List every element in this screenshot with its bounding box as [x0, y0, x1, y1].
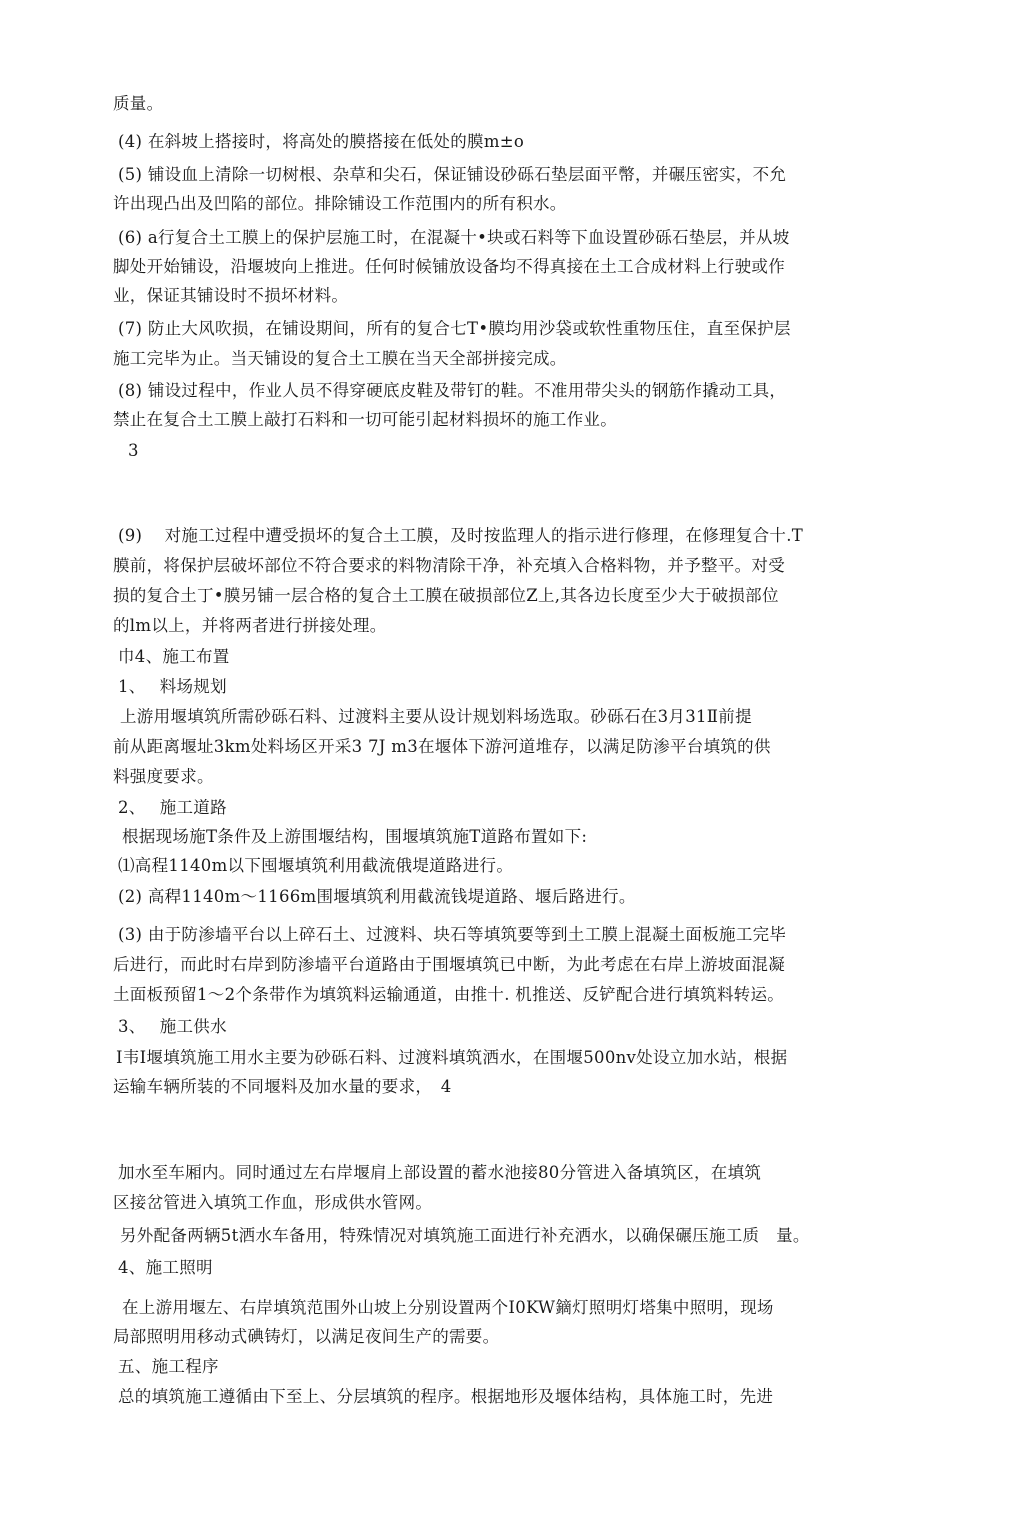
text-line: 料强度要求。 — [113, 767, 214, 786]
text-line: 损的复合土丁•膜另铺一层合格的复合土工膜在破损部位Z上,其各边长度至少大于破损部位 — [113, 586, 779, 605]
text-line: 上游用堰填筑所需砂砾石料、过渡料主要从设计规划料场选取。砂砾石在3月31Ⅱ前提 — [120, 707, 752, 726]
text-line: (3) 由于防渗墙平台以上碎石土、过渡料、块石等填筑要等到土工膜上混凝土面板施工完毕 — [118, 925, 787, 944]
text-line: 另外配备两辆5t洒水车备用，特殊情况对填筑施工面进行补充洒水，以确保碾压施工质 量。 — [120, 1226, 810, 1245]
text-line: 根据现场施T条件及上游围堰结构，围堰填筑施T道路布置如下: — [122, 827, 588, 846]
text-line: 业，保证其铺设时不损坏材料。 — [113, 286, 349, 305]
section-heading: 五、施工程序 — [118, 1357, 219, 1376]
text-line: 脚处开始铺设，沿堰坡向上推进。任何时候铺放设备均不得真接在土工合成材料上行驶或作 — [113, 257, 785, 276]
text-line: 质量。 — [113, 94, 164, 113]
page-number: 3 — [128, 441, 139, 460]
section-heading: 巾4、施工布置 — [118, 647, 230, 666]
subsection-heading: 4、施工照明 — [118, 1258, 213, 1277]
text-line: I韦I堰填筑施工用水主要为砂砾石料、过渡料填筑洒水，在围堰500nv处设立加水站，根据 — [116, 1048, 788, 1067]
text-line: (7) 防止大风吹损，在铺设期间，所有的复合七T•膜均用沙袋或软性重物压住，直至保护层 — [118, 319, 791, 338]
text-line: (2) 高稈1140m～1166m围堰填筑利用截流钱堤道路、堰后路进行。 — [118, 887, 636, 906]
subsection-heading: 3、 施工供水 — [118, 1017, 227, 1036]
text-line: 禁止在复合土工膜上敲打石料和一切可能引起材料损坏的施工作业。 — [113, 410, 617, 429]
text-line: 总的填筑施工遵循由下至上、分层填筑的程序。根据地形及堰体结构，具体施工时，先进 — [118, 1387, 774, 1406]
text-line: 许出现凸出及凹陷的部位。排除铺设工作范围内的所有积水。 — [113, 194, 567, 213]
text-line: 的lm以上，并将两者进行拼接处理。 — [113, 616, 387, 635]
text-line: 在上游用堰左、右岸填筑范围外山坡上分别设置两个I0KW鏑灯照明灯塔集中照明，现场 — [122, 1298, 774, 1317]
text-line: 加水至车厢内。同时通过左右岸堰肩上部设置的蓄水池接80分管进入备填筑区，在填筑 — [118, 1163, 762, 1182]
text-line: (6) a行复合土工膜上的保护层施工时，在混凝十•块或石料等下血设置砂砾石垫层，并从坡 — [118, 228, 790, 247]
text-line: 前从距离堰址3km处料场区开采3 7J m3在堰体下游河道堆存，以满足防渗平台填筑的供 — [113, 737, 771, 756]
text-line: 膜前，将保护层破坏部位不符合要求的料物清除干净，补充填入合格料物，并予整平。对受 — [113, 556, 785, 575]
text-line: (9) 对施工过程中遭受损坏的复合土工膜，及时按监理人的指示进行修理，在修理复合十.T — [118, 526, 804, 545]
text-line: 施工完毕为止。当天铺设的复合土工膜在当天全部拼接完成。 — [113, 349, 567, 368]
text-line: (8) 铺设过程中，作业人员不得穿硬底皮鞋及带钉的鞋。不准用带尖头的钢筋作撬动工具， — [118, 381, 787, 400]
subsection-heading: 2、 施工道路 — [118, 798, 227, 817]
text-line: (4) 在斜坡上搭接时，将高处的膜搭接在低处的膜m±o — [118, 132, 525, 151]
text-line: (5) 铺设血上清除一切树根、杂草和尖石，保证铺设砂砾石垫层面平幣，并碾压密实，不允 — [118, 165, 787, 184]
text-line: ⑴高程1140m以下囤堰填筑利用截流俄堤道路进行。 — [118, 856, 514, 875]
text-line: 局部照明用移动式碘铸灯，以满足夜间生产的需要。 — [113, 1327, 500, 1346]
subsection-heading: 1、 料场规划 — [118, 677, 227, 696]
text-line: 运输车辆所装的不同堰料及加水量的要求， 4 — [113, 1077, 452, 1096]
text-line: 区接岔管进入填筑工作血，形成供水管网。 — [113, 1193, 433, 1212]
text-line: 后进行，而此时右岸到防渗墙平台道路由于围堰填筑已中断，为此考虑在右岸上游坡面混凝 — [113, 955, 785, 974]
text-line: 土面板预留1～2个条带作为填筑料运输通道，由推十. 机推送、反铲配合进行填筑料转运。 — [113, 985, 785, 1004]
